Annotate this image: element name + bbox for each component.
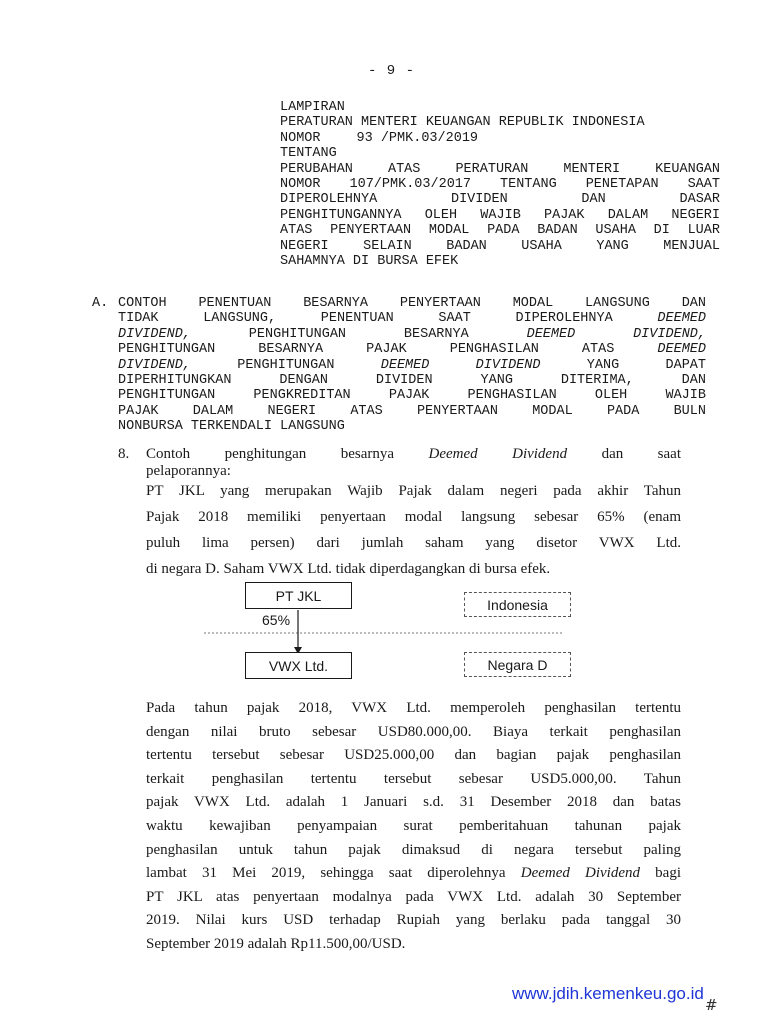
item-heading bbox=[146, 446, 681, 480]
paragraph-line bbox=[146, 697, 681, 721]
heading-text: PENGHITUNGAN BESARNYA PAJAK PENGHASILAN ATAS bbox=[118, 342, 658, 358]
nomor-value: 93 /PMK.03/2019 bbox=[356, 130, 479, 146]
tentang-label: TENTANG bbox=[280, 146, 337, 162]
heading-line bbox=[118, 404, 706, 419]
subject-line: PERUBAHAN ATAS PERATURAN MENTERI KEUANGAN bbox=[280, 161, 720, 177]
paragraph-line bbox=[146, 744, 681, 768]
regulation-title: PERATURAN MENTERI KEUANGAN REPUBLIK INDONESIA bbox=[280, 115, 645, 131]
parent-company-box: PT JKL bbox=[245, 582, 352, 609]
paragraph-text: PT JKL atas penyertaan modalnya pada VWX Ltd. adalah 30 September bbox=[146, 888, 681, 905]
lampiran-header bbox=[280, 100, 720, 269]
nomor-label: NOMOR bbox=[280, 130, 321, 146]
subject-line: NOMOR 107/PMK.03/2017 TENTANG PENETAPAN SAAT bbox=[280, 177, 720, 193]
heading-text: DIVIDEND, bbox=[118, 357, 191, 373]
heading-text: DEEMED bbox=[657, 342, 706, 358]
regulation-subject bbox=[280, 162, 720, 270]
lampiran-title: LAMPIRAN bbox=[280, 100, 345, 115]
paragraph-line: Pajak 2018 memiliki penyertaan modal langsung sebesar 65% (enam bbox=[146, 509, 681, 525]
heading-line bbox=[118, 388, 706, 403]
heading-line bbox=[118, 296, 706, 311]
heading-text: TIDAK LANGSUNG, PENENTUAN SAAT DIPEROLEHNYA bbox=[118, 311, 658, 327]
heading-text: PENGHITUNGAN bbox=[190, 357, 381, 373]
heading-line bbox=[118, 358, 706, 373]
subject-line: DIPEROLEHNYA DIVIDEN DAN DASAR bbox=[280, 192, 720, 208]
subject-line: ATAS PENYERTAAN MODAL PADA BADAN USAHA DI LUAR bbox=[280, 223, 720, 239]
item-heading-line bbox=[146, 446, 681, 463]
section-letter: A. bbox=[92, 296, 109, 311]
heading-text: NONBURSA TERKENDALI LANGSUNG bbox=[118, 419, 345, 435]
heading-line bbox=[118, 311, 706, 326]
paragraph-line bbox=[146, 839, 681, 863]
item-number: 8. bbox=[118, 446, 130, 462]
item-heading-italic: Deemed Dividend bbox=[428, 446, 568, 462]
heading-text: PENGHITUNGAN PENGKREDITAN PAJAK PENGHASILAN OLEH WAJIB bbox=[118, 388, 706, 404]
ownership-percent: 65% bbox=[262, 612, 291, 628]
paragraph-line bbox=[146, 721, 681, 745]
paragraph-line bbox=[146, 768, 681, 792]
heading-text: DEEMED DIVIDEND, bbox=[526, 326, 706, 342]
heading-text: PAJAK DALAM NEGERI ATAS PENYERTAAN MODAL PADA BULN bbox=[118, 403, 706, 419]
paragraph-text: pajak VWX Ltd. adalah 1 Januari s.d. 31 Desember 2018 dan batas bbox=[146, 794, 681, 811]
heading-text: DIVIDEND, bbox=[118, 326, 191, 342]
paragraph-text: terkait penghasilan tertentu tersebut sebesar USD5.000,00. Tahun bbox=[146, 770, 681, 787]
paragraph-text: Deemed Dividend bbox=[520, 865, 641, 882]
subject-line: PENGHITUNGANNYA OLEH WAJIB PAJAK DALAM NEGERI bbox=[280, 207, 720, 223]
heading-line bbox=[118, 419, 706, 434]
country-d-box: Negara D bbox=[464, 652, 571, 677]
website-url[interactable]: www.jdih.kemenkeu.go.id bbox=[512, 984, 704, 1003]
regulation-number bbox=[280, 131, 720, 146]
paragraph-income bbox=[146, 697, 681, 957]
heading-line bbox=[118, 327, 706, 342]
heading-text: DEEMED bbox=[657, 311, 706, 327]
section-heading bbox=[118, 296, 706, 435]
paragraph-text: September 2019 adalah Rp11.500,00/USD. bbox=[146, 935, 406, 952]
heading-text: DIPERHITUNGKAN DENGAN DIVIDEN YANG DITERIMA, DAN bbox=[118, 373, 706, 389]
heading-text: DEEMED DIVIDEND bbox=[380, 357, 541, 373]
heading-text: PENGHITUNGAN BESARNYA bbox=[190, 326, 527, 342]
paragraph-line bbox=[146, 815, 681, 839]
item-heading-line-2: pelaporannya: bbox=[146, 463, 231, 479]
subject-line: SAHAMNYA DI BURSA EFEK bbox=[280, 254, 459, 270]
subject-line: NEGERI SELAIN BADAN USAHA YANG MENJUAL bbox=[280, 238, 720, 254]
paragraph-line: di negara D. Saham VWX Ltd. tidak diperdagangkan di bursa efek. bbox=[146, 561, 551, 577]
paragraph-text: lambat 31 Mei 2019, sehingga saat diperolehnya bbox=[146, 865, 521, 882]
paragraph-text: 2019. Nilai kurs USD terhadap Rupiah yang berlaku pada tanggal 30 bbox=[146, 912, 681, 929]
page-number: - 9 - bbox=[368, 63, 416, 79]
paragraph-text: Pada tahun pajak 2018, VWX Ltd. memperoleh penghasilan tertentu bbox=[146, 700, 681, 716]
paragraph-text: waktu kewajiban penyampaian surat pemberitahuan tahunan pajak bbox=[146, 817, 681, 834]
paragraph-line: puluh lima persen) dari jumlah saham yang disetor VWX Ltd. bbox=[146, 535, 681, 551]
heading-line bbox=[118, 342, 706, 357]
item-heading-text-end: dan saat bbox=[567, 446, 682, 462]
paragraph-line bbox=[146, 933, 681, 957]
country-indonesia-box: Indonesia bbox=[464, 592, 571, 617]
paragraph-line bbox=[146, 886, 681, 910]
heading-text: YANG DAPAT bbox=[540, 357, 706, 373]
paragraph-line: PT JKL yang merupakan Wajib Pajak dalam negeri pada akhir Tahun bbox=[146, 483, 681, 499]
paragraph-text: dengan nilai bruto sebesar USD80.000,00. Biaya terkait penghasilan bbox=[146, 723, 681, 740]
handwritten-mark: # bbox=[705, 996, 718, 1014]
paragraph-text: tertentu tersebut sebesar USD25.000,00 dan bagian pajak penghasilan bbox=[146, 747, 681, 764]
paragraph-line bbox=[146, 909, 681, 933]
heading-text: CONTOH PENENTUAN BESARNYA PENYERTAAN MODAL LANGSUNG DAN bbox=[118, 296, 706, 311]
subsidiary-box: VWX Ltd. bbox=[245, 652, 352, 679]
paragraph-ownership bbox=[146, 478, 681, 582]
paragraph-text: penghasilan untuk tahun pajak dimaksud di negara tersebut paling bbox=[146, 841, 681, 858]
item-heading-text: Contoh penghitungan besarnya bbox=[146, 446, 429, 462]
paragraph-line bbox=[146, 862, 681, 886]
paragraph-text: bagi bbox=[640, 865, 681, 882]
paragraph-line bbox=[146, 791, 681, 815]
heading-line bbox=[118, 373, 706, 388]
